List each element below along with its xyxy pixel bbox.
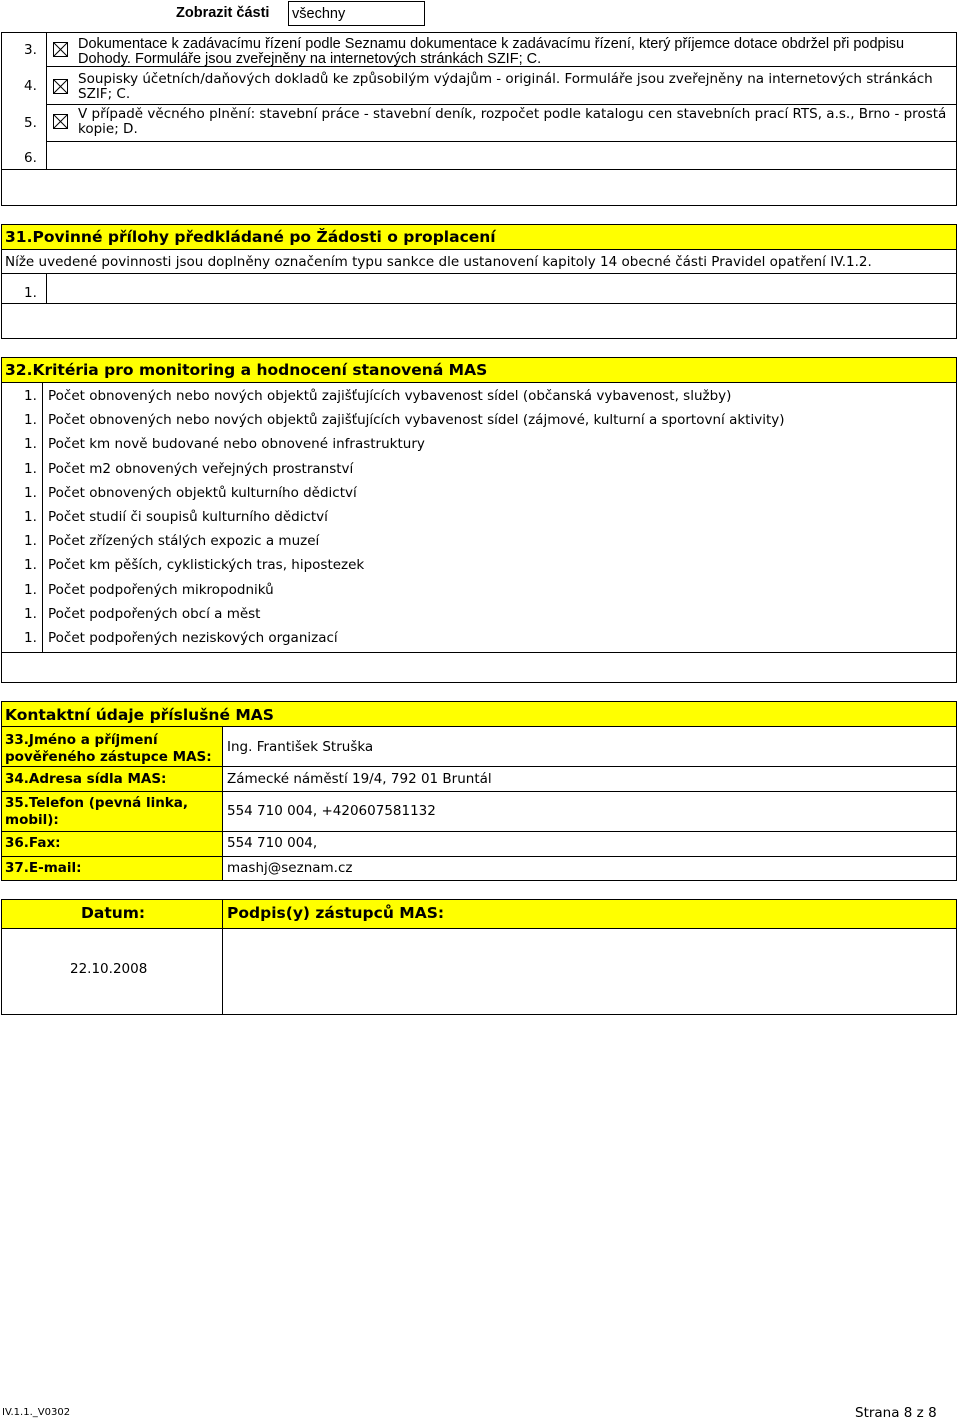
criterion-text: Počet km pěších, cyklistických tras, hipostezek: [48, 557, 365, 573]
doc-number: 4.: [24, 78, 37, 94]
criterion-text: Počet podpořených obcí a měst: [48, 606, 261, 622]
criterion-text: Počet obnovených objektů kulturního dědictví: [48, 485, 357, 501]
doc-number: 6.: [24, 150, 37, 166]
criterion-number: 1.: [24, 630, 37, 646]
criterion-text: Počet podpořených neziskových organizací: [48, 630, 338, 646]
checkbox-icon[interactable]: [53, 114, 68, 129]
contact-value: Zámecké náměstí 19/4, 792 01 Bruntál: [227, 771, 492, 787]
criterion-number: 1.: [24, 436, 37, 452]
criterion-number: 1.: [24, 461, 37, 477]
criterion-text: Počet obnovených nebo nových objektů zajišťujících vybavenost sídel (občanská vybavenost, služby): [48, 388, 732, 404]
contact-label: 34.Adresa sídla MAS:: [5, 771, 167, 787]
contact-value: mashj@seznam.cz: [227, 860, 353, 876]
checkbox-icon[interactable]: [53, 42, 68, 57]
date-label: Datum:: [81, 904, 146, 922]
form-code: IV.1.1._V0302: [2, 1407, 71, 1418]
signature-label: Podpis(y) zástupců MAS:: [227, 904, 445, 922]
criterion-text: Počet podpořených mikropodniků: [48, 582, 274, 598]
contact-label: 37.E-mail:: [5, 860, 82, 876]
doc-text: Dokumentace k zadávacímu řízení podle Seznamu dokumentace k zadávacímu řízení, který příjemce dotace obdržel při podpisu Dohody. Formuláře jsou zveřejněny na internetových stránkách SZIF; C.: [78, 36, 905, 67]
contact-value: Ing. František Struška: [227, 739, 374, 755]
criterion-number: 1.: [24, 533, 37, 549]
filter-select[interactable]: všechny: [288, 1, 425, 26]
section-note: Níže uvedené povinnosti jsou doplněny označením typu sankce dle ustanovení kapitoly 14 obecné části Pravidel opatření IV.1.2.: [5, 254, 872, 270]
criterion-text: Počet obnovených nebo nových objektů zajišťujících vybavenost sídel (zájmové, kulturní a sportovní aktivity): [48, 412, 785, 428]
criterion-text: Počet zřízených stálých expozic a muzeí: [48, 533, 320, 549]
criterion-text: Počet m2 obnovených veřejných prostranství: [48, 461, 354, 477]
doc-number: 3.: [24, 42, 37, 58]
criterion-number: 1.: [24, 485, 37, 501]
page-number: Strana 8 z 8: [855, 1405, 937, 1421]
criterion-text: Počet studií či soupisů kulturního dědictví: [48, 509, 328, 525]
contact-value: 554 710 004, +420607581132: [227, 803, 436, 819]
criterion-number: 1.: [24, 388, 37, 404]
section-title: 32.Kritéria pro monitoring a hodnocení stanovená MAS: [5, 361, 488, 379]
criterion-number: 1.: [24, 412, 37, 428]
date-value: 22.10.2008: [70, 961, 148, 977]
criterion-number: 1.: [24, 557, 37, 573]
criterion-number: 1.: [24, 509, 37, 525]
filter-label: Zobrazit části: [176, 5, 270, 21]
contact-label: 35.Telefon (pevná linka, mobil):: [5, 795, 189, 828]
doc-text: Soupisky účetních/daňových dokladů ke způsobilým výdajům - originál. Formuláře jsou zveřejněny na internetových stránkách SZIF; C.: [78, 71, 933, 102]
criterion-text: Počet km nově budované nebo obnovené infrastruktury: [48, 436, 425, 452]
contact-label: 36.Fax:: [5, 835, 61, 851]
empty-row: [1, 170, 957, 206]
doc-number: 5.: [24, 115, 37, 131]
item-number: 1.: [24, 285, 37, 301]
checkbox-icon[interactable]: [53, 79, 68, 94]
contact-title: Kontaktní údaje příslušné MAS: [5, 706, 274, 724]
contact-label: 33.Jméno a příjmení pověřeného zástupce MAS:: [5, 732, 212, 765]
contact-value: 554 710 004,: [227, 835, 318, 851]
criterion-number: 1.: [24, 582, 37, 598]
section-title: 31.Povinné přílohy předkládané po Žádosti o proplacení: [5, 228, 496, 246]
criterion-number: 1.: [24, 606, 37, 622]
doc-text: V případě věcného plnění: stavební práce - stavební deník, rozpočet podle katalogu cen stavebních prací RTS, a.s., Brno - prostá kopie; D.: [78, 106, 947, 137]
